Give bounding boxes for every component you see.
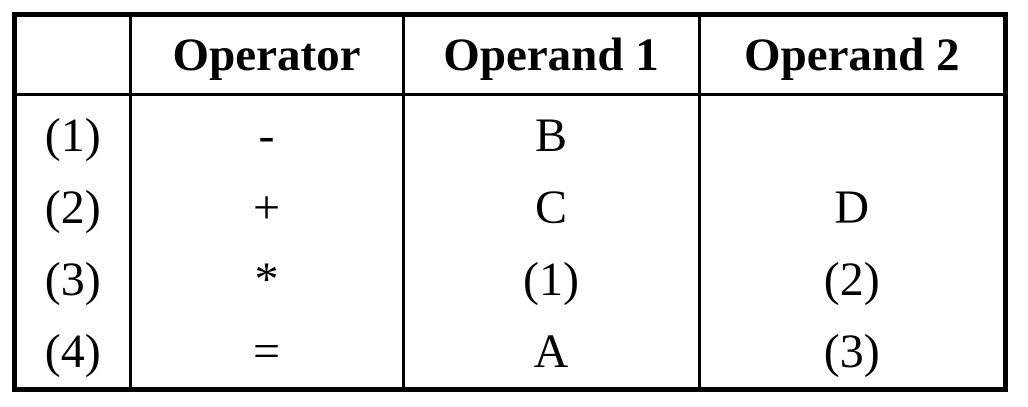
- header-corner-cell: [17, 17, 130, 95]
- header-operator: Operator: [130, 17, 403, 95]
- operations-table: [17, 17, 1003, 388]
- operand-1-cell: C: [403, 172, 699, 244]
- quadruple-table: [12, 12, 1008, 392]
- operator-cell: *: [130, 244, 403, 316]
- table-row: [17, 316, 1003, 388]
- operator-cell: -: [130, 95, 403, 173]
- header-operand-1: Operand 1: [403, 17, 699, 95]
- table-row: [17, 244, 1003, 316]
- operator-cell: +: [130, 172, 403, 244]
- operand-1-cell: B: [403, 95, 699, 173]
- header-row: [17, 17, 1003, 95]
- row-label: (1): [17, 95, 130, 173]
- header-operand-2: Operand 2: [699, 17, 1003, 95]
- row-label: (2): [17, 172, 130, 244]
- operator-cell: =: [130, 316, 403, 388]
- operand-1-cell: (1): [403, 244, 699, 316]
- table-header: [17, 17, 1003, 95]
- operand-2-cell: [699, 95, 1003, 173]
- table-row: [17, 95, 1003, 173]
- operand-2-cell: (3): [699, 316, 1003, 388]
- row-label: (3): [17, 244, 130, 316]
- row-label: (4): [17, 316, 130, 388]
- table-body: [17, 95, 1003, 389]
- table-row: [17, 172, 1003, 244]
- operand-1-cell: A: [403, 316, 699, 388]
- operand-2-cell: (2): [699, 244, 1003, 316]
- operand-2-cell: D: [699, 172, 1003, 244]
